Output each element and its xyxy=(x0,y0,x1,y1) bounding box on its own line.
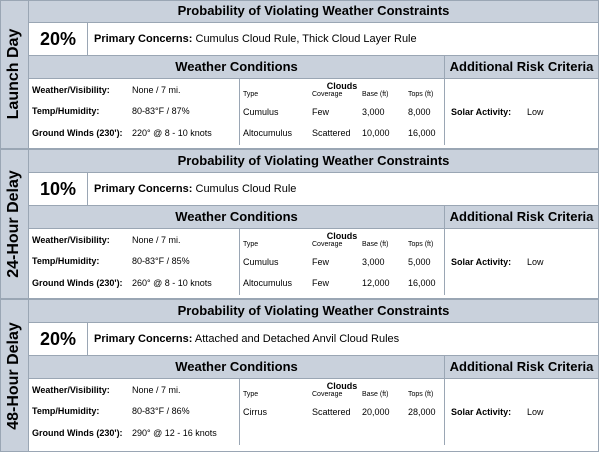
solar-activity-label: Solar Activity: xyxy=(451,107,512,117)
condition-label: Ground Winds (230'): xyxy=(32,278,123,288)
concerns-label: Primary Concerns: xyxy=(94,333,193,345)
cloud-tops: 16,000 xyxy=(408,278,436,288)
risk-cell xyxy=(445,379,598,445)
concerns-text: Cumulus Cloud Rule xyxy=(195,183,297,195)
condition-value: 80-83°F / 87% xyxy=(132,106,190,116)
condition-value: 290° @ 12 - 16 knots xyxy=(132,428,217,438)
clouds-cell xyxy=(240,79,445,145)
condition-label: Temp/Humidity: xyxy=(32,106,100,116)
solar-activity-label: Solar Activity: xyxy=(451,407,512,417)
cloud-type: Cumulus xyxy=(243,257,279,267)
cloud-base: 10,000 xyxy=(362,128,390,138)
weather-body xyxy=(29,229,598,295)
probability-header: Probability of Violating Weather Constraints xyxy=(29,150,598,173)
section-side-label-bar xyxy=(0,0,29,148)
clouds-column-header: Coverage xyxy=(312,391,343,398)
cloud-tops: 8,000 xyxy=(408,107,431,117)
probability-value: 10% xyxy=(29,173,88,205)
primary-concerns xyxy=(94,23,417,55)
probability-row xyxy=(29,23,598,56)
probability-header: Probability of Violating Weather Constraints xyxy=(29,300,598,323)
cloud-base: 3,000 xyxy=(362,107,385,117)
clouds-title: Clouds xyxy=(326,231,358,241)
section-side-label-bar xyxy=(0,150,29,298)
additional-risk-header: Additional Risk Criteria xyxy=(449,359,594,374)
additional-risk-header: Additional Risk Criteria xyxy=(449,209,594,224)
condition-value: 220° @ 8 - 10 knots xyxy=(132,128,212,138)
condition-value: 80-83°F / 86% xyxy=(132,406,190,416)
cloud-base: 12,000 xyxy=(362,278,390,288)
weather-body xyxy=(29,379,598,445)
probability-value: 20% xyxy=(29,23,88,55)
cloud-tops: 5,000 xyxy=(408,257,431,267)
cloud-coverage: Few xyxy=(312,257,330,267)
cloud-tops: 28,000 xyxy=(408,407,436,417)
clouds-column-header: Type xyxy=(243,241,259,248)
additional-risk-header: Additional Risk Criteria xyxy=(449,59,594,74)
cloud-type: Cirrus xyxy=(243,407,267,417)
probability-header: Probability of Violating Weather Constraints xyxy=(29,0,598,23)
clouds-title: Clouds xyxy=(326,381,358,391)
weather-conditions-header: Weather Conditions xyxy=(29,206,445,228)
conditions-cell xyxy=(29,79,240,145)
condition-label: Weather/Visibility: xyxy=(32,85,110,95)
condition-label: Weather/Visibility: xyxy=(32,385,110,395)
probability-row xyxy=(29,323,598,356)
clouds-column-header: Tops (ft) xyxy=(408,91,434,98)
clouds-column-header: Base (ft) xyxy=(362,241,389,248)
cloud-tops: 16,000 xyxy=(408,128,436,138)
weather-header-row xyxy=(29,56,598,79)
section-label: 24-Hour Delay xyxy=(5,170,22,278)
clouds-title: Clouds xyxy=(326,81,358,91)
concerns-text: Attached and Detached Anvil Cloud Rules xyxy=(194,333,400,345)
section-content xyxy=(29,150,598,295)
section-content xyxy=(29,0,598,145)
cloud-coverage: Scattered xyxy=(312,128,351,138)
clouds-cell xyxy=(240,379,445,445)
conditions-cell xyxy=(29,379,240,445)
primary-concerns xyxy=(94,173,296,205)
cloud-base: 3,000 xyxy=(362,257,385,267)
clouds-column-header: Type xyxy=(243,91,259,98)
cloud-coverage: Few xyxy=(312,107,330,117)
clouds-cell xyxy=(240,229,445,295)
cloud-type: Altocumulus xyxy=(243,128,293,138)
cloud-type: Altocumulus xyxy=(243,278,293,288)
condition-value: 80-83°F / 85% xyxy=(132,256,190,266)
clouds-column-header: Tops (ft) xyxy=(408,391,434,398)
section-side-label-bar xyxy=(0,300,29,452)
condition-value: 260° @ 8 - 10 knots xyxy=(132,278,212,288)
weather-header-row xyxy=(29,206,598,229)
clouds-column-header: Tops (ft) xyxy=(408,241,434,248)
condition-value: None / 7 mi. xyxy=(132,385,181,395)
clouds-column-header: Coverage xyxy=(312,91,343,98)
condition-label: Temp/Humidity: xyxy=(32,406,100,416)
conditions-cell xyxy=(29,229,240,295)
weather-body xyxy=(29,79,598,145)
condition-label: Weather/Visibility: xyxy=(32,235,110,245)
concerns-text: Cumulus Cloud Rule, Thick Cloud Layer Rule xyxy=(195,33,417,45)
cloud-base: 20,000 xyxy=(362,407,390,417)
section-label: Launch Day xyxy=(5,28,22,120)
cloud-coverage: Few xyxy=(312,278,330,288)
probability-row xyxy=(29,173,598,206)
section-content xyxy=(29,300,598,445)
condition-label: Ground Winds (230'): xyxy=(32,428,123,438)
cloud-type: Cumulus xyxy=(243,107,279,117)
clouds-column-header: Base (ft) xyxy=(362,91,389,98)
concerns-label: Primary Concerns: xyxy=(94,183,193,195)
risk-cell xyxy=(445,229,598,295)
weather-conditions-header: Weather Conditions xyxy=(29,56,445,78)
clouds-column-header: Base (ft) xyxy=(362,391,389,398)
probability-value: 20% xyxy=(29,323,88,355)
solar-activity-value: Low xyxy=(527,107,544,117)
forecast-section-48-hour-delay xyxy=(0,300,598,452)
condition-value: None / 7 mi. xyxy=(132,85,181,95)
concerns-label: Primary Concerns: xyxy=(94,33,193,45)
forecast-section-launch-day xyxy=(0,0,598,148)
primary-concerns xyxy=(94,323,399,355)
condition-label: Temp/Humidity: xyxy=(32,256,100,266)
condition-value: None / 7 mi. xyxy=(132,235,181,245)
solar-activity-value: Low xyxy=(527,407,544,417)
risk-cell xyxy=(445,79,598,145)
condition-label: Ground Winds (230'): xyxy=(32,128,123,138)
section-label: 48-Hour Delay xyxy=(5,322,22,430)
solar-activity-label: Solar Activity: xyxy=(451,257,512,267)
cloud-coverage: Scattered xyxy=(312,407,351,417)
forecast-section-24-hour-delay xyxy=(0,150,598,298)
weather-header-row xyxy=(29,356,598,379)
clouds-column-header: Type xyxy=(243,391,259,398)
solar-activity-value: Low xyxy=(527,257,544,267)
weather-conditions-header: Weather Conditions xyxy=(29,356,445,378)
clouds-column-header: Coverage xyxy=(312,241,343,248)
